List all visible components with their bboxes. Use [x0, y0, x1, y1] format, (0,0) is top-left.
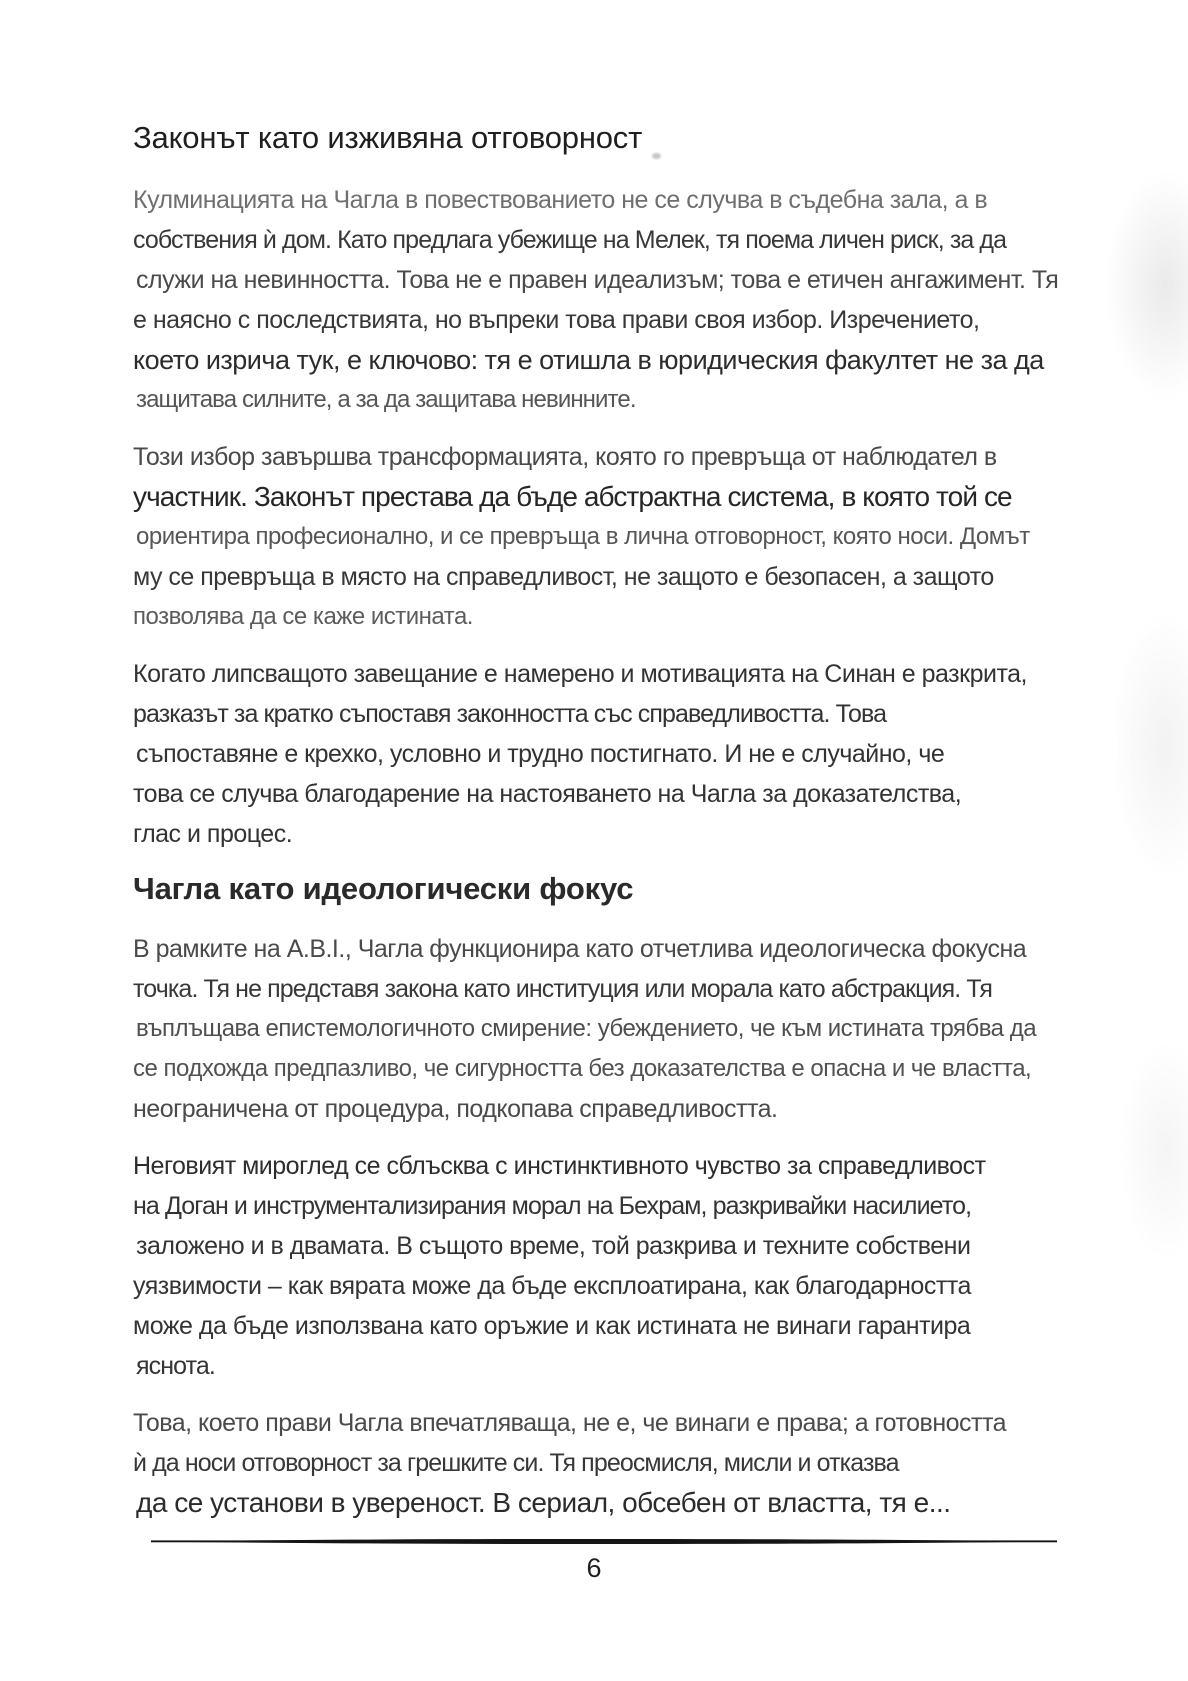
paragraph	[133, 180, 1073, 420]
text-line: това се случва благодарение на настояването на Чагла за доказателства,	[133, 780, 962, 808]
text-line: може да бъде използвана като оръжие и как истината не винаги гарантира	[133, 1312, 971, 1340]
text-line: въплъщава епистемологичното смирение: убеждението, че към истината трябва да	[136, 1015, 1037, 1042]
text-line: яснота.	[136, 1352, 215, 1380]
text-line: глас и процес.	[133, 820, 293, 848]
text-line: да се установи в увереност. В сериал, обсебен от властта, тя е...	[136, 1487, 951, 1518]
text-line: му се превръща в място на справедливост, не защото е безопасен, а защото	[133, 563, 994, 591]
paragraph	[133, 1403, 1073, 1523]
text-line: което изрича тук, е ключово: тя е отишла в юридическия факултет не за да	[133, 345, 1044, 375]
text-line: на Доган и инструментализирания морал на Бехрам, разкривайки насилието,	[133, 1192, 972, 1220]
text-line: заложено и в двамата. В същото време, той разкрива и техните собствени	[136, 1232, 971, 1260]
text-line: защитава силните, а за да защитава невинните.	[136, 386, 636, 413]
page-number: 6	[586, 1553, 602, 1583]
paragraph	[133, 654, 1073, 854]
section-heading: Чагла като идеологически фокус	[133, 871, 634, 906]
text-line: разказът за кратко съпоставя законността със справедливостта. Това	[133, 700, 887, 728]
text-line: Това, което прави Чагла впечатляваща, не е, че винаги е права; а готовността	[133, 1409, 1007, 1437]
text-line: позволява да се каже истината.	[133, 603, 473, 630]
text-line: Кулминацията на Чагла в повествованието не се случва в съдебна зала, а в	[133, 186, 988, 214]
text-line: неограничена от процедура, подкопава справедливостта.	[133, 1095, 778, 1123]
text-line: е наясно с последствията, но въпреки това прави своя избор. Изречението,	[133, 306, 980, 334]
text-line: Когато липсващото завещание е намерено и мотивацията на Синан е разкрита,	[133, 660, 1027, 688]
text-line: Този избор завършва трансформацията, която го превръща от наблюдател в	[133, 443, 997, 471]
text-line: участник. Законът престава да бъде абстрактна система, в която той се	[133, 481, 1012, 512]
text-line: В рамките на A.B.I., Чагла функционира като отчетлива идеологическа фокусна	[133, 935, 1027, 963]
text-line: се подхожда предпазливо, че сигурността без доказателства е опасна и че властта,	[133, 1055, 1032, 1082]
text-line: собствения ѝ дом. Като предлага убежище на Мелек, тя поема личен риск, за да	[133, 226, 1007, 254]
scan-artifact	[1118, 1040, 1188, 1260]
section-heading: Законът като изживяна отговорност	[133, 120, 643, 155]
paragraph	[133, 437, 1073, 637]
text-line: уязвимости – как вярата може да бъде експлоатирана, как благодарността	[133, 1272, 971, 1300]
text-line: Неговият мироглед се сблъсква с инстинктивното чувство за справедливост	[133, 1152, 986, 1180]
paragraph	[133, 929, 1073, 1129]
text-line: съпоставяне е крехко, условно и трудно постигнато. И не е случайно, че	[136, 740, 945, 768]
text-line: служи на невинността. Това не е правен идеализъм; това е етичен ангажимент. Тя	[136, 266, 1059, 294]
scan-artifact	[652, 153, 661, 159]
text-line: точка. Тя не представя закона като институция или морала като абстракция. Тя	[133, 975, 992, 1003]
scan-artifact	[1105, 170, 1188, 400]
scan-artifact	[1110, 610, 1188, 880]
page-content	[133, 120, 1073, 1540]
text-line: ѝ да носи отговорност за грешките си. Тя преосмисля, мисли и отказва	[133, 1449, 899, 1477]
paragraph	[133, 1146, 1073, 1386]
text-line: ориентира професионално, и се превръща в лична отговорност, която носи. Домът	[136, 523, 1030, 550]
footer-rule	[150, 1537, 1058, 1546]
